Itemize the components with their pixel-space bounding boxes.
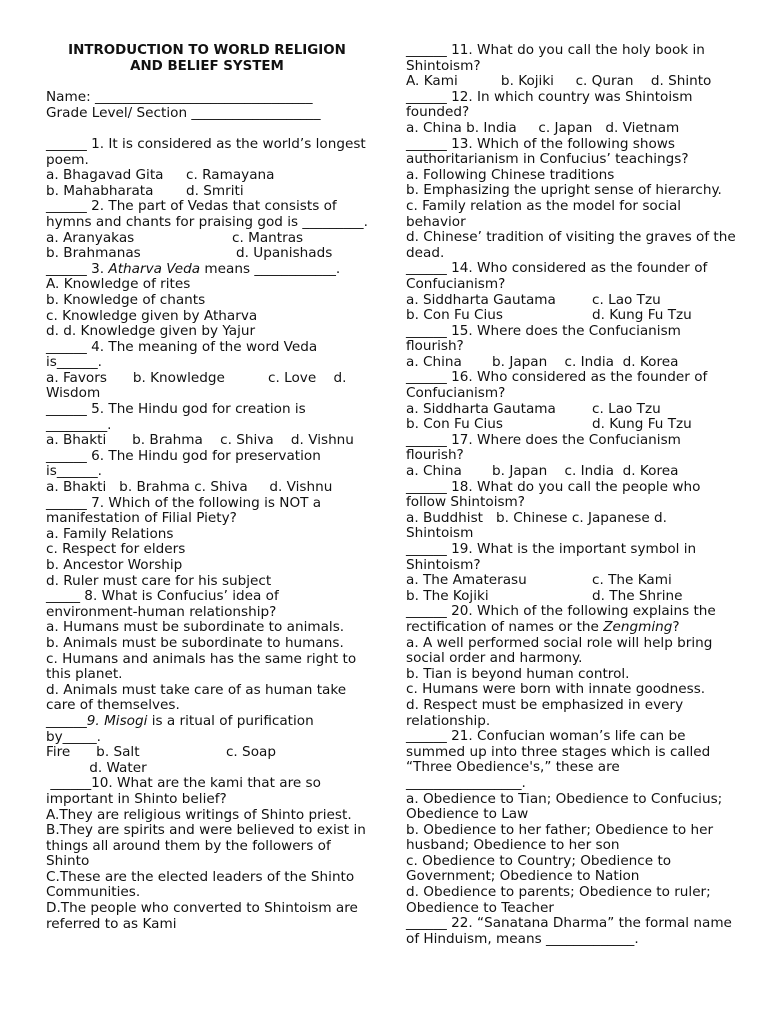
option: c. Lao Tzu <box>592 400 661 417</box>
question-11-options: A. Kami b. Kojiki c. Quran d. Shinto <box>406 73 712 90</box>
question-2-options-row-2 <box>46 246 368 262</box>
question-20-term: Zengming <box>603 618 673 635</box>
question-19-options-row-2 <box>406 589 736 605</box>
left-column <box>46 43 368 932</box>
question-20-text: ______ 20. Which of the following explains the rectification of names or the <box>406 603 716 635</box>
option: B.They are spirits and were believed to exist in things all around them by the followers of Shinto <box>46 822 366 870</box>
option: b. Tian is beyond human control. <box>406 665 630 682</box>
option: c. The Kami <box>592 572 672 589</box>
question-17: ______ 17. Where does the Confucianism flourish? <box>406 431 681 464</box>
grade-section-field[interactable]: Grade Level/ Section ___________________ <box>46 104 321 121</box>
question-10: ______10. What are the kami that are so important in Shinto belief? <box>46 775 326 807</box>
option: c. Respect for elders <box>46 541 186 558</box>
question-16-options-row-2 <box>406 417 736 433</box>
question-1-options-row-2 <box>46 184 368 200</box>
question-15-options: a. China b. Japan c. India d. Korea <box>406 353 679 370</box>
question-8: _____ 8. What is Confucius’ idea of environment-human relationship? <box>46 588 279 620</box>
option: a. Following Chinese traditions <box>406 166 615 183</box>
question-3-term: Atharva Veda <box>108 260 201 277</box>
option: c. Humans were born with innate goodness. <box>406 681 706 698</box>
question-20 <box>406 604 736 635</box>
question-9 <box>46 714 368 745</box>
question-3-number: ______ 3. <box>46 260 109 277</box>
option: b. Brahmanas <box>46 245 141 262</box>
option: a. Aranyakas <box>46 229 135 246</box>
question-4: ______ 4. The meaning of the word Veda is______. <box>46 338 318 371</box>
option: Fire b. Salt c. Soap <box>46 744 276 761</box>
option: c. Ramayana <box>186 167 275 184</box>
option: a. Siddharta Gautama <box>406 291 556 308</box>
question-9-blank: ______ <box>46 712 87 729</box>
option: c. Lao Tzu <box>592 291 661 308</box>
option: A.They are religious writings of Shinto priest. <box>46 806 352 823</box>
question-16: ______ 16. Who considered as the founder of Confucianism? <box>406 369 708 402</box>
question-14-options-row-2 <box>406 308 736 324</box>
option: b. The Kojiki <box>406 587 489 604</box>
option: a. A well performed social role will help bring social order and harmony. <box>406 634 713 667</box>
option: b. Con Fu Cius <box>406 307 503 324</box>
question-9-text: is a ritual of purification by_____. <box>46 712 314 745</box>
option: c. Humans and animals has the same right to this planet. <box>46 650 357 683</box>
question-16-options <box>406 402 736 418</box>
question-2-options <box>46 231 368 247</box>
option: d. Obedience to parents; Obedience to ruler; Obedience to Teacher <box>406 884 711 916</box>
option: D.The people who converted to Shintoism are referred to as Kami <box>46 900 358 932</box>
question-18-options: a. Buddhist b. Chinese c. Japanese d. Shintoism <box>406 509 672 542</box>
question-14: ______ 14. Who considered as the founder of Confucianism? <box>406 260 708 292</box>
option: A. Knowledge of rites <box>46 276 191 293</box>
title-line-1: INTRODUCTION TO WORLD RELIGION <box>68 43 346 58</box>
option: b. Emphasizing the upright sense of hierarchy. <box>406 182 722 199</box>
question-21: ______ 21. Confucian woman’s life can be summed up into three stages which is called “Three Obedience's,” these are _________________. <box>406 728 711 791</box>
question-11: ______ 11. What do you call the holy book in Shintoism? <box>406 42 705 74</box>
option: b. Animals must be subordinate to humans. <box>46 634 344 651</box>
question-7: ______ 7. Which of the following is NOT a manifestation of Filial Piety? <box>46 494 322 527</box>
question-3-text: means ____________. <box>200 260 341 277</box>
question-6: ______ 6. The Hindu god for preservation is______. <box>46 447 321 480</box>
option: d. Water <box>46 759 147 776</box>
question-19-options <box>406 573 736 589</box>
option: d. Kung Fu Tzu <box>592 307 692 324</box>
question-19: ______ 19. What is the important symbol in Shintoism? <box>406 541 697 573</box>
question-5-options: a. Bhakti b. Brahma c. Shiva d. Vishnu <box>46 432 354 449</box>
option: c. Family relation as the model for social behavior <box>406 197 682 230</box>
option: c. Mantras <box>232 229 304 246</box>
option: b. Knowledge of chants <box>46 291 206 308</box>
option: d. Respect must be emphasized in every relationship. <box>406 696 684 729</box>
option: b. Obedience to her father; Obedience to her husband; Obedience to her son <box>406 821 714 854</box>
option: a. Humans must be subordinate to animals. <box>46 619 345 636</box>
question-4-options: a. Favors b. Knowledge c. Love d. Wisdom <box>46 369 351 402</box>
question-3 <box>46 262 368 278</box>
option: C.These are the elected leaders of the Shinto Communities. <box>46 868 355 901</box>
question-20-end: ? <box>672 618 680 635</box>
question-18: ______ 18. What do you call the people who follow Shintoism? <box>406 478 701 511</box>
question-5: ______ 5. The Hindu god for creation is _________. <box>46 401 306 433</box>
option: d. Smriti <box>186 182 244 199</box>
option: b. Con Fu Cius <box>406 416 503 433</box>
worksheet-title <box>46 43 368 74</box>
question-17-options: a. China b. Japan c. India d. Korea <box>406 463 679 480</box>
option: a. The Amaterasu <box>406 572 527 589</box>
question-9-term: 9. Misogi <box>86 712 148 729</box>
option: c. Knowledge given by Atharva <box>46 307 258 324</box>
option: d. Chinese’ tradition of visiting the graves of the dead. <box>406 229 736 261</box>
option: b. Ancestor Worship <box>46 557 183 573</box>
option: c. Obedience to Country; Obedience to Government; Obedience to Nation <box>406 852 672 885</box>
question-6-options: a. Bhakti b. Brahma c. Shiva d. Vishnu <box>46 479 333 496</box>
question-1-options <box>46 168 368 184</box>
question-13: ______ 13. Which of the following shows authoritarianism in Confucius’ teachings? <box>406 135 689 168</box>
title-line-2: AND BELIEF SYSTEM <box>130 58 284 74</box>
question-15: ______ 15. Where does the Confucianism flourish? <box>406 322 681 355</box>
option: a. Family Relations <box>46 525 174 542</box>
option: a. Siddharta Gautama <box>406 400 556 417</box>
option: d. Ruler must care for his subject <box>46 572 272 589</box>
option: d. d. Knowledge given by Yajur <box>46 323 256 340</box>
option: b. Mahabharata <box>46 182 154 199</box>
question-12-options: a. China b. India c. Japan d. Vietnam <box>406 119 680 136</box>
option: a. Bhagavad Gita <box>46 167 164 184</box>
question-2: ______ 2. The part of Vedas that consists of hymns and chants for praising god is _________. <box>46 198 368 230</box>
question-1: ______ 1. It is considered as the world’s longest poem. <box>46 135 366 168</box>
option: d. The Shrine <box>592 587 683 604</box>
right-column <box>406 43 736 947</box>
option: d. Upanishads <box>236 245 333 262</box>
question-22: ______ 22. “Sanatana Dharma” the formal name of Hinduism, means _____________. <box>406 915 732 947</box>
option: d. Animals must take care of as human take care of themselves. <box>46 681 347 714</box>
question-14-options <box>406 293 736 309</box>
option: a. Obedience to Tian; Obedience to Confucius; Obedience to Law <box>406 790 723 823</box>
name-field[interactable]: Name: ________________________________ <box>46 89 313 106</box>
option: d. Kung Fu Tzu <box>592 416 692 433</box>
question-12: ______ 12. In which country was Shintoism founded? <box>406 88 693 121</box>
